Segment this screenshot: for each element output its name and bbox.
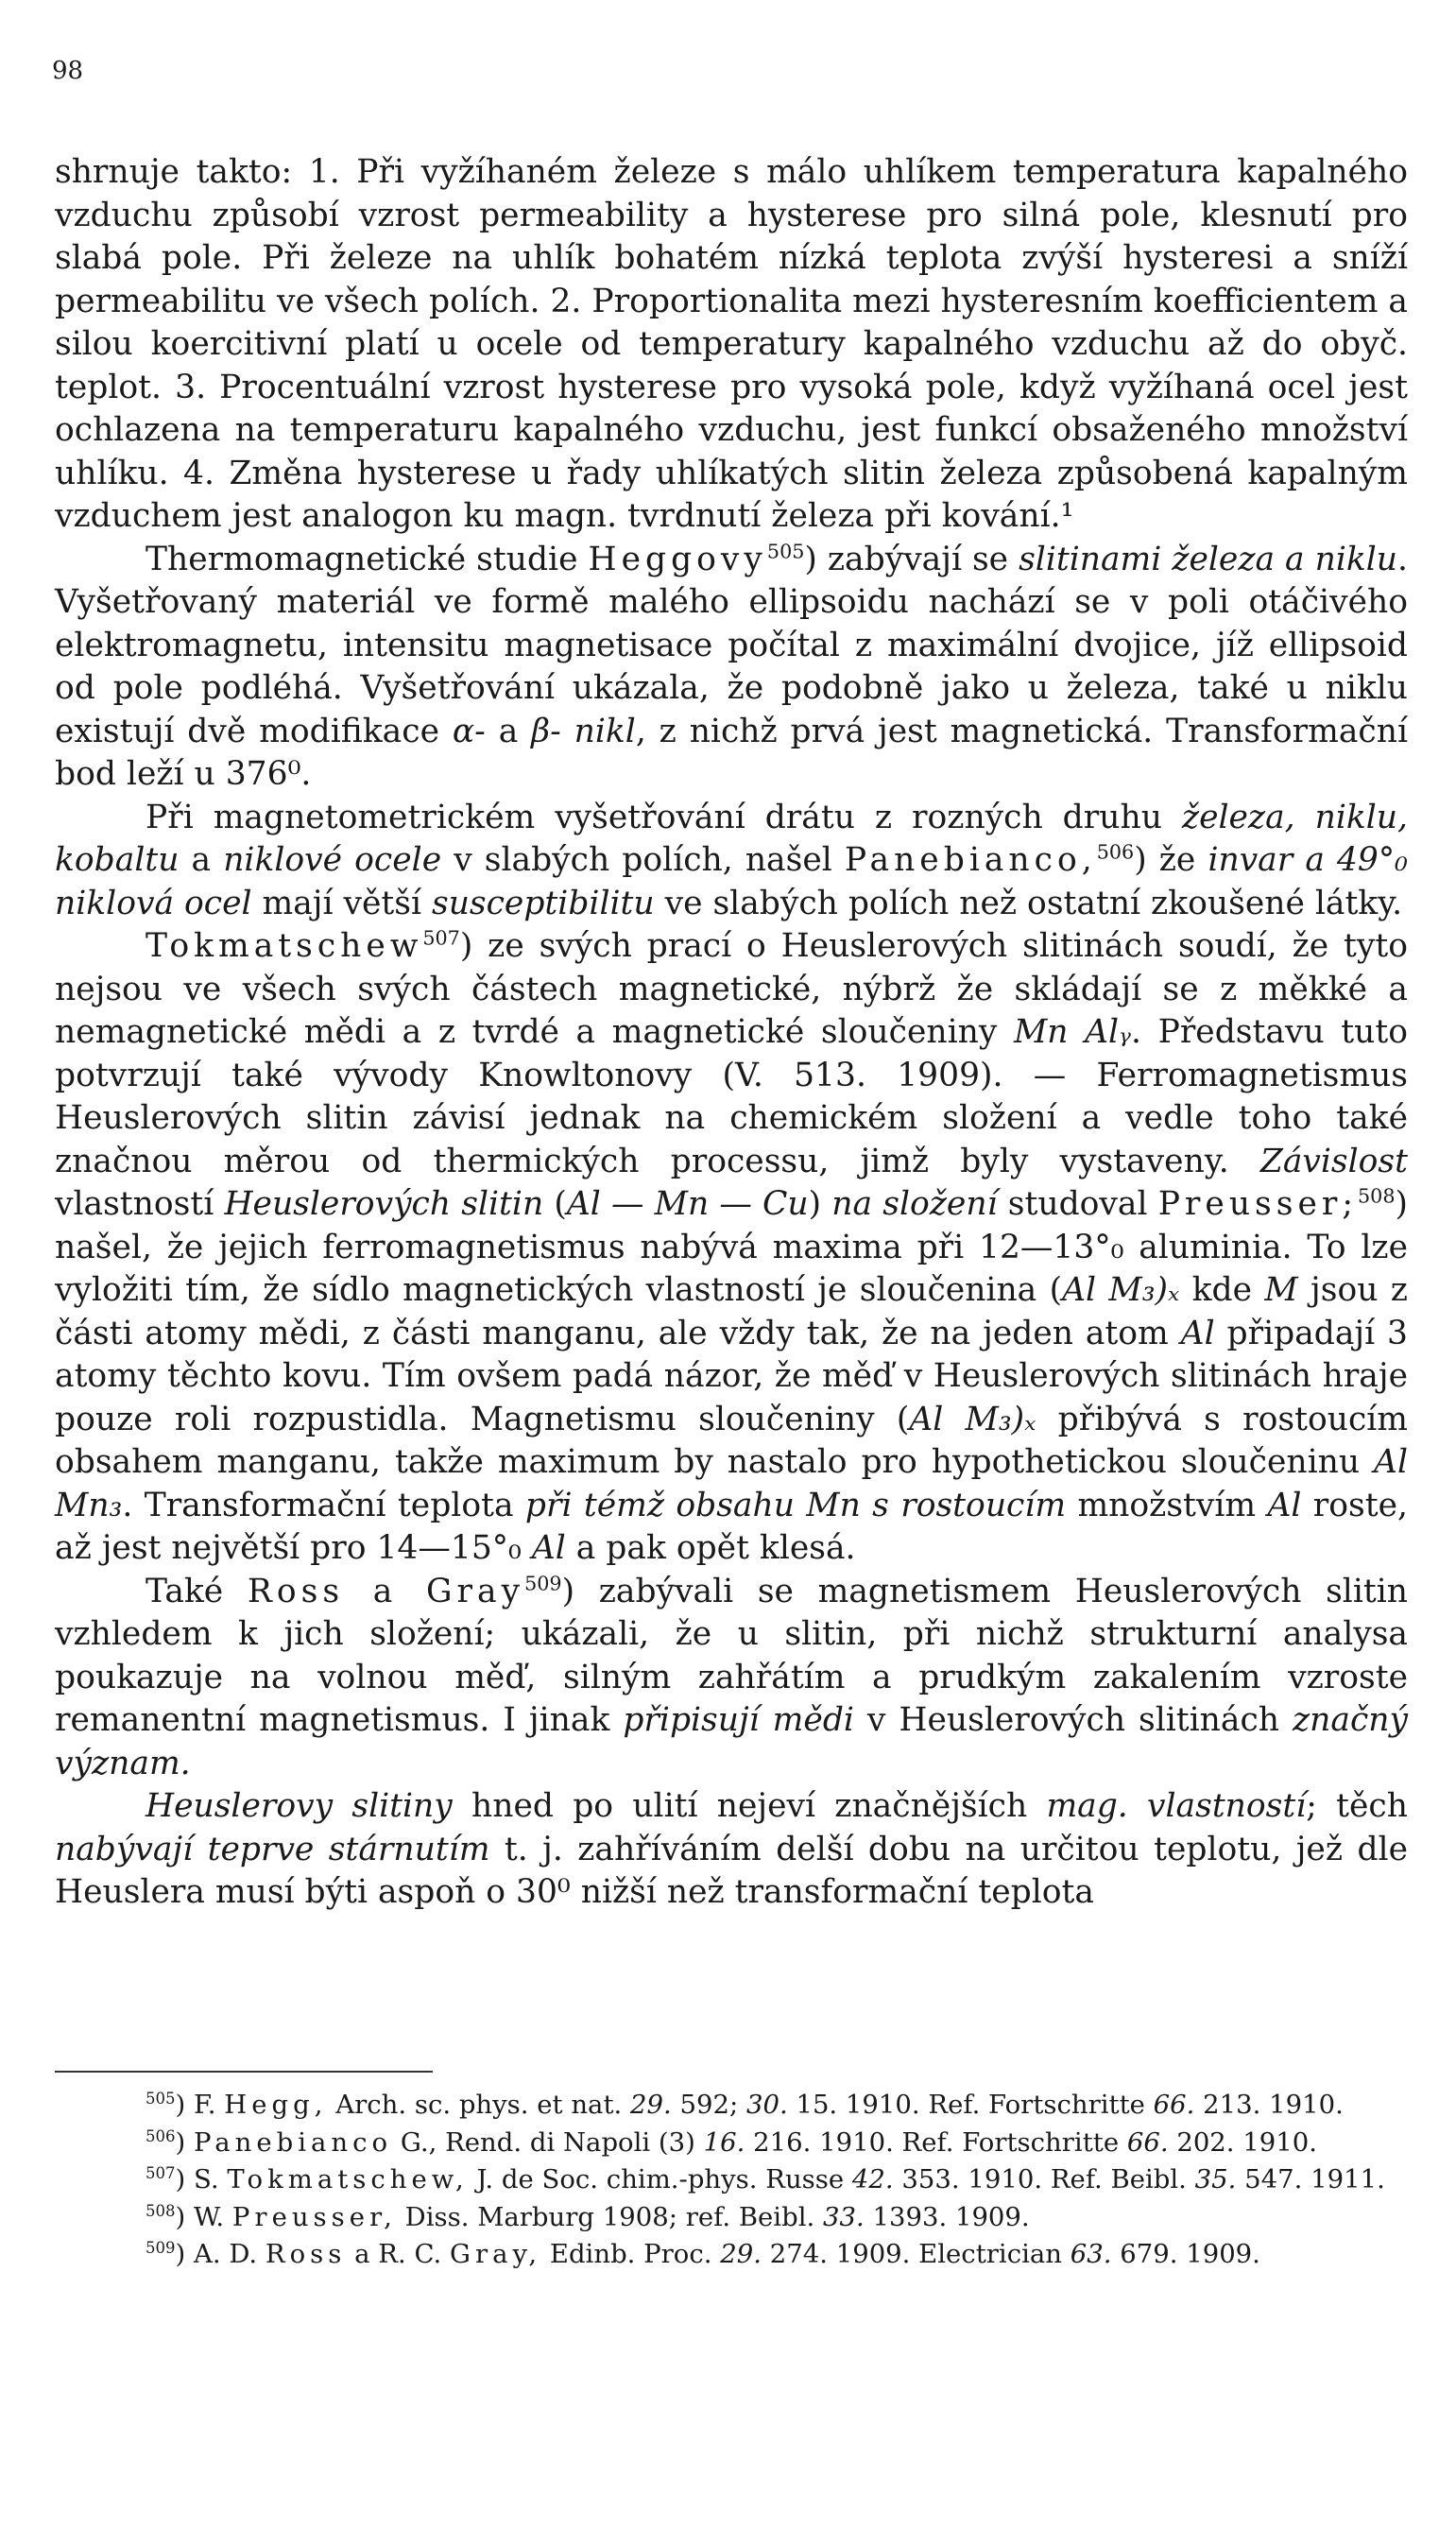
text-run: Thermomagnetické studie [146,540,589,578]
text-run: ) [175,2126,194,2158]
emphasis: invar a 49°₀ niklová ocel [55,841,1408,922]
citation-ref: 508 [1358,1184,1396,1208]
text-run: G., Rend. di Napoli (3) [392,2126,704,2158]
author-name: Gray, [450,2239,542,2269]
author-name: Preusser; [1157,1185,1358,1223]
text-run: množstvím [1066,1486,1268,1524]
paragraph-panebianco [55,797,1408,926]
emphasis: niklové ocele [223,841,442,879]
volume: 66. [1153,2090,1195,2120]
emphasis: Heuslerových slitin [224,1185,544,1223]
text-run: t. j. zahříváním delší dobu na určitou teplotu, jež dle Heuslera musí býti aspoň o 30⁰ nižší než transformační teplota [55,1830,1408,1911]
text-run: . Transformační teplota [122,1486,525,1524]
text-run: kde [1179,1271,1265,1309]
formula: Al — Mn — Cu [566,1185,809,1223]
citation-ref: 507 [422,926,460,950]
text-run: hned po ulití nejeví značnějších [452,1787,1047,1825]
formula: Mn Alᵧ [1013,1013,1132,1051]
page-number: 98 [52,57,84,85]
text-run: Diss. Marburg 1908; ref. Beibl. [396,2201,823,2232]
text-run: Také [146,1572,248,1610]
footnote [55,2199,1408,2237]
paragraph-ross-gray [55,1571,1408,1786]
author-name: Hegg, [224,2090,328,2120]
text-run: v slabých polích, našel [441,841,845,879]
text-run: ) F. [175,2090,225,2120]
footnote [55,2161,1408,2199]
text-run: studoval [997,1185,1158,1223]
text-run: Při magnetometrickém vyšetřování drátu z rozných druhu [146,798,1182,836]
paragraph-tokmatschew [55,925,1408,1571]
volume: 29. [629,2090,672,2120]
emphasis: značný význam. [55,1701,1408,1782]
text-run: ) ze svých prací o Heuslerových slitinách soudí, že tyto nejsou ve všech svých částech magnetické, nýbrž že skládají se z měkké a nemagnetické mědi a z tvrdé a magnetické sloučeniny [55,927,1408,1051]
formula: Al [1267,1486,1302,1524]
emphasis: Heuslerovy slitiny [146,1787,453,1825]
emphasis: Závislost [1259,1142,1408,1180]
text-run: Edinb. Proc. [541,2239,721,2269]
text-run: ) že [1134,841,1208,879]
author-name: Ross [265,2239,347,2269]
emphasis: susceptibilitu [431,884,655,922]
footnote-number: 507 [146,2163,176,2182]
text-run: 547. 1911. [1236,2164,1385,2194]
citation-ref: 506 [1096,840,1135,864]
paragraph-text: shrnuje takto: 1. Při vyžíhaném železe s málo uhlíkem temperatura kapalného vzduchu způsobí vzrost permeability a hysterese pro silná pole, klesnutí pro slabá pole. Při železe na uhlík bohatém nízká teplota zvýší hysteresi a sníží permeabilitu ve všech polích. 2. Proportionalita mezi hysteresním koefficientem a silou koercitivní platí u ocele od temperatury kapalného vzduchu až do obyč. teplot. 3. Procentuální vzrost hysterese pro vysoká pole, když vyžíhaná ocel jest ochlazena na temperaturu kapalného vzduchu, jest funkcí obsaženého množství uhlíku. 4. Změna hysterese u řady uhlíkatých slitin železa způsobená kapalným vzduchem jest analogon ku magn. tvrdnutí železa při kování.¹ [55,153,1408,535]
formula: Al M₃)ₓ [909,1400,1036,1438]
text-run: v Heuslerových slitinách [853,1701,1293,1739]
author-name: Heggovy [588,540,767,578]
text-run: ve slabých polích než ostatní zkoušené látky. [654,884,1403,922]
footnote-number: 506 [146,2126,176,2145]
author-name: Tokmatschew, [227,2164,469,2194]
volume: 16. [703,2126,745,2158]
text-run: 213. 1910. [1194,2090,1344,2120]
formula: M [1264,1271,1298,1309]
text-run: 15. 1910. Ref. Fortschritte [787,2090,1154,2120]
emphasis: na složení [831,1185,998,1223]
text-run: přibývá s rostoucím obsahem manganu, takže maximum by nastalo pro hypothetickou sloučeninu [55,1400,1409,1481]
paragraph-hegg [55,539,1408,797]
emphasis: železa, niklu, kobaltu [55,798,1408,879]
text-run: jsou z části atomy mědi, z části manganu, ale vždy tak, že na jeden atom [55,1271,1408,1352]
volume: 30. [745,2090,788,2120]
formula: Al [1180,1314,1215,1352]
text-run: vlastností [55,1185,225,1223]
text-run: . Vyšetřovaný materiál ve formě malého ellipsoidu nachází se v poli otáčivého elektromagnetu, intensitu magnetisace počítal z maximální dvojice, jíž ellipsoid od pole podléhá. Vyšetřování ukázala, že podobně jako u železa, také u niklu existují dvě modifikace [55,540,1408,750]
author-name: Preusser, [231,2201,397,2232]
formula: Al [531,1529,566,1567]
formula: Al M₃)ₓ [1062,1271,1180,1309]
text-run: a R. C. [346,2239,450,2269]
volume: 63. [1070,2239,1112,2269]
emphasis: připisují mědi [623,1701,854,1739]
author-name: Panebianco, [844,841,1097,879]
emphasis: β- nikl [531,712,636,750]
text-run: , z nichž prvá jest magnetická. Transformační bod leží u 376⁰. [55,712,1408,793]
text-run: J. de Soc. chim.-phys. Russe [468,2164,852,2194]
text-run: ( [543,1185,567,1223]
text-run: a [179,841,224,879]
text-run: 592; [671,2090,746,2120]
text-run: ) [808,1185,832,1223]
volume: 66. [1126,2126,1169,2158]
text-run: a [485,712,532,750]
emphasis: α- [452,712,486,750]
volume: 42. [851,2164,894,2194]
text-run: ; těch [1306,1787,1408,1825]
text-run: 353. 1910. Ref. Beibl. [893,2164,1195,2194]
footnotes [55,2087,1408,2274]
emphasis: mag. vlastností [1046,1787,1307,1825]
formula: Al Mn₃ [55,1443,1408,1524]
footnote-number: 508 [146,2201,176,2220]
author-name: Panebianco [193,2126,393,2158]
footnote-number: 509 [146,2238,176,2257]
emphasis: nabývají teprve stárnutím [55,1830,490,1868]
text-run: ) zabývají se [804,540,1019,578]
citation-ref: 505 [766,540,805,562]
author-name: Ross a Gray [247,1572,525,1610]
text-run: ) zabývali se magnetismem Heuslerových slitin vzhledem k jich složení; ukázali, že u slitin, při nichž strukturní analysa poukazuje na volnou měď, silným zahřátím a prudkým zakalením vzroste remanentní magnetismus. I jinak [55,1572,1408,1739]
text-run: Arch. sc. phys. et nat. [327,2090,630,2120]
footnote-number: 505 [146,2089,176,2108]
text-run: ) A. D. [175,2239,266,2269]
text-run: 679. 1909. [1111,2239,1260,2269]
footnote [55,2087,1408,2125]
text-run: 1393. 1909. [864,2201,1030,2232]
emphasis: slitinami železa a niklu [1019,540,1398,578]
text-run: a pak opět klesá. [565,1529,856,1567]
volume: 29. [720,2239,762,2269]
text-run: mají větší [251,884,432,922]
body-text [55,151,1408,1915]
text-run: . Představu tuto potvrzují také vývody Knowltonovy (V. 513. 1909). — Ferromagnetismus Heuslerových slitin závisí jednak na chemickém složení a vedle toho také značnou měrou od thermických processu, jimž byly vystaveny. [55,1013,1408,1180]
volume: 33. [823,2201,865,2232]
text-run: ) S. [175,2164,228,2194]
text-run: ) našel, že jejich ferromagnetismus nabývá maxima při 12—13°₀ aluminia. To lze vyložiti tím, že sídlo magnetických vlastností je sloučenina ( [55,1185,1408,1309]
author-name: Tokmatschew [146,927,423,965]
footnote [55,2125,1408,2162]
footnote [55,2236,1408,2274]
paragraph-aging [55,1785,1408,1915]
text-run: 274. 1909. Electrician [761,2239,1071,2269]
volume: 35. [1194,2164,1237,2194]
citation-ref: 509 [524,1572,562,1594]
text-run: roste, až jest největší pro 14—15°₀ [55,1486,1409,1567]
text-run: 216. 1910. Ref. Fortschritte [745,2126,1127,2158]
text-run: ) W. [175,2201,232,2232]
emphasis: při témž obsahu Mn s rostoucím [524,1486,1067,1524]
footnote-divider [55,2071,433,2073]
paragraph-hysteresis-summary [55,151,1408,539]
text-run: 202. 1910. [1168,2126,1318,2158]
text-run: připadají 3 atomy těchto kovu. Tím ovšem padá názor, že měď v Heuslerových slitinách hraje pouze roli rozpustidla. Magnetismu sloučeniny ( [55,1314,1408,1438]
